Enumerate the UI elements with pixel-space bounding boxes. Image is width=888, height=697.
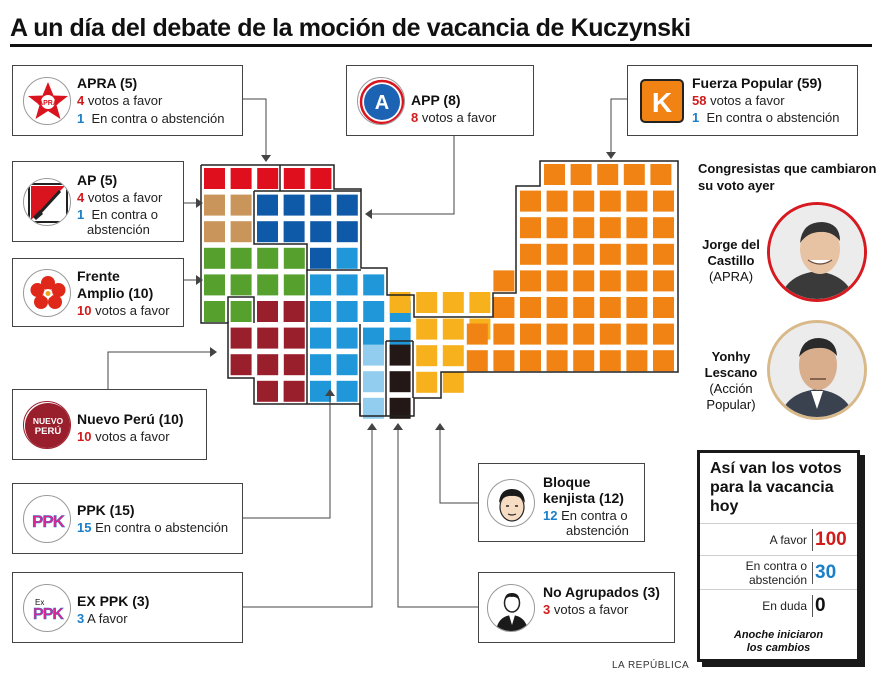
seat-ppk [310,301,331,322]
tally-label-duda: En duda [762,599,807,613]
ex-ppk-favor-label: A favor [87,611,128,626]
seat-fuerza-popular [573,191,594,212]
seat-frente-amplio [231,248,252,269]
app-logo-text: A [374,92,390,114]
party-name-ppk: PPK (15) [77,502,135,518]
party-box-ppk [12,483,243,554]
fuerza-popular-favor-count: 58 [692,93,707,108]
fuerza-popular-contra-count: 1 [692,110,700,125]
photo-yonhy-lescano [767,320,867,420]
arrow-frente-amplio [196,275,203,285]
seat-app [337,221,358,242]
arrow-apra [261,155,271,162]
person-2-party-2: Popular) [706,397,756,412]
tally-separator [812,529,813,551]
seat-bloque-kenjista [416,345,437,366]
app-favor-count: 8 [411,110,419,125]
seat-fuerza-popular [520,297,541,318]
ap-contra-label-1: En contra o [91,207,158,222]
seat-nuevo-peru [257,301,278,322]
arrow-fuerza-popular [606,152,616,159]
seat-bloque-kenjista [443,319,464,340]
seat-ex-ppk [363,345,384,366]
seat-frente-amplio [231,274,252,295]
app-logo [357,77,405,125]
seat-apra [231,168,252,189]
apra-contra-label: En contra o abstención [91,111,225,126]
fuerza-popular-logo-text: K [651,87,673,118]
seat-ppk [337,328,358,349]
page-title: A un día del debate de la moción de vacancia de Kuczynski [10,14,691,42]
seat-fuerza-popular [520,217,541,238]
seat-app [257,221,278,242]
seat-fuerza-popular [653,297,674,318]
seat-apra [284,168,305,189]
frente-amplio-favor-count: 10 [77,303,92,318]
tally-note-1: Anoche iniciaron [733,629,824,641]
seat-fuerza-popular [573,297,594,318]
tally-row-favor [700,523,857,555]
seat-fuerza-popular [493,350,514,371]
tally-label-contra-1: En contra o [745,559,807,573]
seat-fuerza-popular [600,244,621,265]
seat-frente-amplio [257,274,278,295]
person-yonhy-lescano [698,349,764,413]
seat-fuerza-popular [600,270,621,291]
party-name-frente-amplio-2: Amplio (10) [77,285,154,301]
seat-fuerza-popular [573,217,594,238]
tally-value-favor: 100 [815,529,847,550]
seat-ppk [310,381,331,402]
flower-icon [23,269,71,317]
seat-fuerza-popular [626,191,647,212]
bloque-kenjista-contra-count: 12 [543,508,558,523]
seat-fuerza-popular [493,297,514,318]
ppk-logo-text: PPK [32,512,64,531]
seat-apra [257,168,278,189]
seat-fuerza-popular [650,164,671,185]
seat-frente-amplio [204,301,225,322]
seat-fuerza-popular [547,191,568,212]
seat-fuerza-popular [653,217,674,238]
seat-frente-amplio [257,248,278,269]
ap-favor-label: votos a favor [87,190,163,205]
nuevo-peru-logo-text-1: NUEVO [32,416,64,426]
seat-nuevo-peru [284,301,305,322]
seat-nuevo-peru [231,354,252,375]
seat-fuerza-popular [547,350,568,371]
seat-fuerza-popular [547,324,568,345]
ap-contra-count: 1 [77,207,85,222]
seat-fuerza-popular [626,297,647,318]
party-name-ex-ppk: EX PPK (3) [77,593,150,609]
ex-ppk-favor-count: 3 [77,611,85,626]
seat-nuevo-peru [284,381,305,402]
app-favor-label: votos a favor [421,110,497,125]
seat-fuerza-popular [597,164,618,185]
connector-ppk [243,396,330,518]
party-box-ex-ppk [12,572,243,643]
seat-ppk [310,328,331,349]
arrow-no-agrupados [393,423,403,430]
seat-fuerza-popular [571,164,592,185]
seat-fuerza-popular [467,350,488,371]
seat-app [310,248,331,269]
seat-fuerza-popular [520,324,541,345]
person-1-name-1: Jorge del [702,237,760,252]
tally-row-duda [700,589,857,621]
seat-fuerza-popular [493,270,514,291]
arrow-ap [196,198,203,208]
fuerza-popular-favor-label: votos a favor [710,93,785,108]
ap-contra-label-2: abstención [87,222,150,237]
ppk-logo [23,495,71,543]
seat-fuerza-popular [653,270,674,291]
seat-nuevo-peru [257,328,278,349]
seat-ap [231,221,252,242]
seat-fuerza-popular [547,217,568,238]
seat-nuevo-peru [257,354,278,375]
tally-note-2: los cambios [746,642,811,654]
seat-fuerza-popular [653,191,674,212]
tally-row-contra [700,555,857,589]
party-box-frente-amplio [12,258,184,327]
seat-ppk [363,301,384,322]
seat-ex-ppk [363,371,384,392]
party-box-no-agrupados [478,572,675,643]
kenji-face-icon [487,479,535,527]
apra-logo-text: APRA [38,100,58,107]
seat-ppk [310,354,331,375]
party-name-bloque-kenjista-1: Bloque [543,474,591,490]
seat-app [337,195,358,216]
seat-app [257,195,278,216]
person-2-name-1: Yonhy [711,349,751,364]
person-2-name-2: Lescano [704,365,758,380]
tally-label-favor: A favor [769,533,807,547]
person-1-name-2: Castillo [707,253,755,268]
no-agrupados-favor-count: 3 [543,602,551,617]
seat-no-agrupados [390,371,411,392]
seat-fuerza-popular [626,324,647,345]
arrow-nuevo-peru [210,347,217,357]
tally-note [700,629,857,655]
seat-bloque-kenjista [416,372,437,393]
seat-apra [310,168,331,189]
seat-fuerza-popular [573,350,594,371]
party-name-ap: AP (5) [77,172,118,188]
seat-frente-amplio [204,248,225,269]
credit: LA REPÚBLICA [612,660,690,671]
seat-fuerza-popular [626,270,647,291]
seat-bloque-kenjista [443,292,464,313]
connector-no-agrupados [398,430,478,607]
arrow-ex-ppk [367,423,377,430]
connector-app [372,136,454,214]
seat-fuerza-popular [573,244,594,265]
apra-contra-count: 1 [77,111,85,126]
seat-ap [204,221,225,242]
party-name-no-agrupados: No Agrupados (3) [543,584,660,600]
seat-no-agrupados [390,345,411,366]
apra-favor-count: 4 [77,93,85,108]
party-name-frente-amplio-1: Frente [77,268,120,284]
tally-value-duda: 0 [815,595,826,616]
seat-ppk [337,248,358,269]
seat-ppk [310,274,331,295]
ex-ppk-logo-prefix: Ex [35,598,45,607]
nuevo-peru-logo [23,401,71,449]
seat-fuerza-popular [600,350,621,371]
seat-fuerza-popular [520,350,541,371]
ap-shovel-icon [23,178,71,226]
seat-fuerza-popular [624,164,645,185]
tally-separator [812,595,813,617]
photo-jorge-del-castillo [767,202,867,302]
tally-separator [812,562,813,584]
seat-ppk [337,381,358,402]
seat-fuerza-popular [520,191,541,212]
party-name-apra: APRA (5) [77,75,138,91]
ppk-contra-count: 15 [77,520,92,535]
ap-favor-count: 4 [77,190,85,205]
arrow-bloque-kenjista [435,423,445,430]
seat-fuerza-popular [626,244,647,265]
tally-value-contra: 30 [815,562,837,583]
seat-ppk [337,301,358,322]
tally-label-contra-2: abstención [748,573,807,587]
party-box-fuerza-popular [627,65,858,136]
party-name-app: APP (8) [411,92,461,108]
seat-fuerza-popular [653,324,674,345]
person-2-party-1: (Acción [709,381,753,396]
seat-bloque-kenjista [443,345,464,366]
seat-bloque-kenjista [469,292,490,313]
seat-apra [204,168,225,189]
seat-fuerza-popular [467,324,488,345]
seat-bloque-kenjista [416,292,437,313]
tally-title: Así van los votos para la vacancia hoy [710,460,842,515]
seat-fuerza-popular [547,270,568,291]
seat-fuerza-popular [573,324,594,345]
changed-votes-title: Congresistas que cambiaron su voto ayer [698,161,877,193]
seat-grid [204,164,674,419]
connector-bloque-kenjista [440,430,478,503]
seat-ppk [363,274,384,295]
apra-star-icon [23,77,71,125]
seat-ap [231,195,252,216]
party-box-app [346,65,534,136]
seat-fuerza-popular [626,350,647,371]
person-1-party: (APRA) [708,269,754,284]
seat-ppk [337,274,358,295]
seat-frente-amplio [284,248,305,269]
ex-ppk-logo-text: PPK [33,606,63,623]
apra-favor-label: votos a favor [87,93,163,108]
man-silhouette-icon [487,584,535,632]
seat-nuevo-peru [284,354,305,375]
party-box-apra [12,65,243,136]
connector-fuerza-popular [611,99,627,152]
seat-app [310,195,331,216]
seat-app [284,221,305,242]
seat-ap [204,195,225,216]
seat-fuerza-popular [520,244,541,265]
seat-nuevo-peru [231,328,252,349]
seat-app [310,221,331,242]
seat-ppk [337,354,358,375]
seat-fuerza-popular [493,324,514,345]
seat-frente-amplio [231,301,252,322]
tally-panel [697,450,860,662]
seat-fuerza-popular [626,217,647,238]
party-name-nuevo-peru: Nuevo Perú (10) [77,411,184,427]
nuevo-peru-logo-text-2: PERÚ [34,426,62,437]
seat-fuerza-popular [600,191,621,212]
fuerza-popular-contra-label: En contra o abstención [706,110,840,125]
nuevo-peru-favor-label: votos a favor [95,429,170,444]
no-agrupados-favor-label: votos a favor [553,602,629,617]
party-name-bloque-kenjista-2: kenjista (12) [543,490,624,506]
party-box-nuevo-peru [12,389,207,460]
ppk-contra-label: En contra o abstención [95,520,229,535]
seat-fuerza-popular [653,350,674,371]
bloque-kenjista-contra-label-2: abstención [566,523,629,538]
person-jorge-del-castillo [698,237,764,285]
seat-fuerza-popular [600,217,621,238]
seat-bloque-kenjista [443,372,464,393]
seat-frente-amplio [204,274,225,295]
connector-nuevo-peru [108,352,210,389]
fuerza-popular-logo [638,77,686,125]
seat-nuevo-peru [257,381,278,402]
connector-apra [243,99,266,155]
seat-fuerza-popular [544,164,565,185]
seat-fuerza-popular [547,297,568,318]
party-box-ap [12,161,184,242]
frente-amplio-favor-label: votos a favor [95,303,170,318]
seat-app [284,195,305,216]
seat-fuerza-popular [547,244,568,265]
nuevo-peru-favor-count: 10 [77,429,92,444]
seat-nuevo-peru [284,328,305,349]
party-box-bloque-kenjista [478,463,645,542]
arrow-app [365,209,372,219]
seat-fuerza-popular [573,270,594,291]
seat-fuerza-popular [600,297,621,318]
seat-fuerza-popular [520,270,541,291]
party-name-fuerza-popular: Fuerza Popular (59) [692,75,822,91]
seat-fuerza-popular [653,244,674,265]
tally-label-contra [746,556,807,590]
seat-bloque-kenjista [416,319,437,340]
bloque-kenjista-contra-label-1: En contra o [561,508,628,523]
seat-frente-amplio [284,274,305,295]
ex-ppk-logo [23,584,71,632]
seat-fuerza-popular [600,324,621,345]
